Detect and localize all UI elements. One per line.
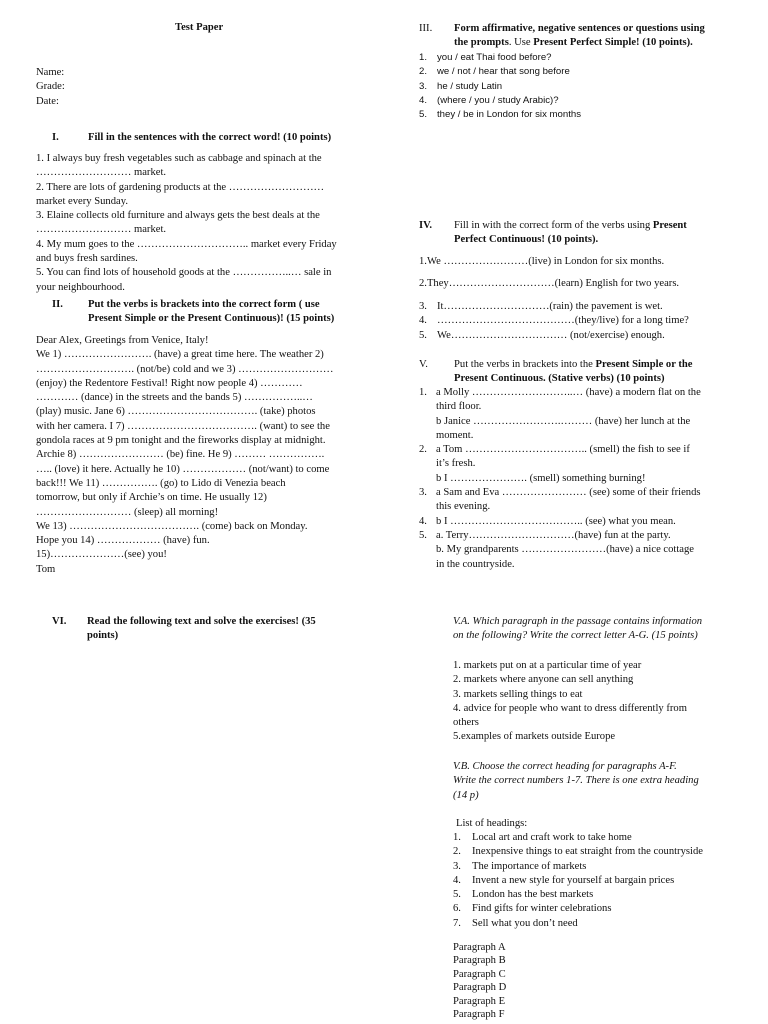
section-title-line: Perfect Continuous! (10 points). [454, 234, 599, 246]
section-title-line: Read the following text and solve the exercises! (35 [87, 616, 316, 627]
item-number: 5. [453, 889, 461, 901]
section-title-line [419, 36, 705, 50]
item-line: a Molly ………………………..… (have) a modern flat on the [436, 387, 701, 398]
section-title-line: Present Simple or the Present Continuous)! (15 points) [88, 313, 335, 325]
item-number: 3. [419, 487, 427, 499]
section-4-line-1: 1.We ……………………(live) in London for six months. [419, 256, 665, 267]
item-line: this evening. [436, 501, 491, 513]
prompt-item [419, 108, 581, 122]
grade-field: Grade: [36, 81, 65, 93]
letter-line: ……………………… (sleep) all morning! [36, 506, 219, 518]
section-title-line [454, 358, 693, 372]
exercise-item [419, 529, 701, 572]
section-title-line: Form affirmative, negative sentences or questions using [454, 23, 705, 34]
item-number: 7. [453, 917, 461, 929]
letter-line: Hope you 14) ……………… (have) fun. [36, 535, 210, 547]
heading-item [453, 860, 703, 874]
item-line: b Janice …………………….……… (have) her lunch at the [436, 415, 691, 427]
item-line: third floor. [436, 401, 482, 413]
item-line: in the countryside. [436, 558, 515, 570]
letter-line: with her camera. I 7) ………………………………. (want) to see the [36, 420, 330, 432]
exercise-item [419, 386, 701, 443]
section-title: Fill in the sentences with the correct word! (10 points) [88, 132, 332, 143]
va-item: 1. markets put on at a particular time of year [453, 660, 642, 671]
item-number: 4. [419, 515, 427, 527]
item-text: The importance of markets [472, 860, 587, 872]
va-item: 3. markets selling things to eat [453, 688, 583, 700]
section-title-line: points) [87, 630, 119, 642]
letter-line: Dear Alex, Greetings from Venice, Italy! [36, 335, 209, 346]
va-item: others [453, 717, 479, 729]
section-number: V. [419, 359, 428, 370]
item-body [436, 443, 690, 486]
item-body [436, 515, 676, 529]
header-fields [36, 66, 65, 109]
section-6-heading [52, 615, 316, 644]
section-4-line-2: 2.They…………………………(learn) English for two years. [419, 278, 680, 289]
prompt-item [419, 94, 581, 108]
prompt-item [419, 65, 581, 79]
vb-title-line: V.B. Choose the correct heading for paragraphs A-F. [453, 761, 677, 772]
paragraph-label: Paragraph D [453, 982, 507, 994]
item-text: It…………………………(rain) the pavement is wet. [437, 301, 663, 312]
title-part: Present Simple or the [595, 359, 693, 370]
sentence-line: market every Sunday. [36, 195, 128, 207]
item-text: Find gifts for winter celebrations [472, 903, 612, 915]
va-item: 5.examples of markets outside Europe [453, 731, 616, 743]
va-title-line: on the following? Write the correct letter A-G. (15 points) [453, 630, 698, 642]
paragraph-label: Paragraph E [453, 995, 506, 1007]
letter-line: ………… (dance) in the streets and the bands 5) ……………..… [36, 392, 313, 404]
title-part: Fill in with the correct form of the verbs using [454, 220, 653, 231]
va-item: 4. advice for people who want to dress differently from [453, 702, 687, 714]
headings-list [453, 831, 703, 931]
section-1-heading [52, 131, 331, 145]
sentence-line: your neighbourhood. [36, 281, 125, 293]
va-title-line: V.A. Which paragraph in the passage contains information [453, 616, 703, 627]
section-5-items [419, 386, 701, 572]
item-text: London has the best markets [472, 889, 594, 901]
vb-heading [453, 760, 699, 803]
sentence-line: ……………………… market. [36, 167, 167, 179]
section-2-letter [36, 334, 333, 577]
letter-line: We 1) ……………………. (have) a great time here. The weather 2) [36, 349, 324, 361]
vb-title-line: (14 p) [453, 789, 479, 801]
section-number: VI. [52, 616, 67, 627]
title-part: the prompts [454, 37, 509, 49]
paragraph-label: Paragraph B [453, 955, 506, 967]
item-text: Inexpensive things to eat straight from the countryside [472, 846, 703, 858]
item-number: 3. [419, 301, 427, 312]
item-body [436, 486, 701, 515]
list-title: List of headings: [456, 818, 528, 829]
section-3-heading [419, 22, 705, 51]
item-number: 4. [453, 874, 461, 886]
item-text: he / study Latin [437, 80, 503, 92]
item-number: 2. [453, 846, 461, 858]
letter-line: Archie 8) …………………… (be) fine. He 9) ……… ……………. [36, 449, 325, 461]
va-item: 2. markets where anyone can sell anything [453, 674, 634, 686]
section-number: II. [52, 299, 63, 310]
item-number: 5. [419, 329, 427, 341]
sentence-line: 5. You can find lots of household goods at the ……………..… sale in [36, 267, 332, 279]
title-part: Present Perfect Simple! (10 points). [533, 37, 693, 49]
date-field: Date: [36, 95, 59, 107]
heading-item [453, 831, 703, 845]
item-text: (where / you / study Arabic)? [437, 94, 559, 106]
item-text: Sell what you don’t need [472, 917, 578, 929]
heading-item [453, 888, 703, 902]
item-number: 4. [419, 315, 427, 327]
sentence-line: 4. My mum goes to the ………………………….. market every Friday [36, 238, 337, 250]
sentence-line: and buys fresh sardines. [36, 253, 138, 265]
letter-line: back!!! We 11) ……………. (go) to Lido di Venezia beach [36, 477, 286, 489]
item-number: 1. [419, 387, 427, 398]
letter-line: (play) music. Jane 6) ………………………………. (take) photos [36, 406, 316, 418]
section-title-line: Put the verbs is brackets into the correct form ( use [88, 299, 320, 310]
item-body [436, 386, 701, 443]
item-line: b I …………………. (smell) something burning! [436, 472, 646, 484]
title-part: Put the verbs in brackets into the [454, 359, 596, 370]
item-number: 4. [419, 94, 428, 106]
exercise-item [419, 486, 701, 515]
item-number: 1. [419, 52, 428, 63]
item-text: We…………………………… (not/exercise) enough. [437, 329, 665, 341]
item-line: b I ……………………………….. (see) what you mean. [436, 515, 676, 527]
item-body [436, 529, 694, 572]
name-field: Name: [36, 67, 65, 78]
letter-line: We 13) ………………………………. (come) back on Monday. [36, 520, 308, 532]
va-heading [453, 615, 702, 644]
letter-line: (enjoy) the Redentore Festival! Right now people 4) ………… [36, 377, 303, 389]
item-number: 2. [419, 66, 428, 78]
page-title: Test Paper [175, 22, 224, 33]
letter-line: tomorrow, but only if Archie’s on time. He usually 12) [36, 492, 267, 504]
item-number: 1. [453, 832, 461, 843]
section-number: I. [52, 132, 59, 143]
section-title-line [454, 219, 687, 233]
exercise-item [419, 314, 689, 328]
va-items [453, 659, 687, 745]
item-line: moment. [436, 429, 474, 441]
letter-line: gondola races at 9 pm tonight and the fireworks display at midnight. [36, 435, 326, 447]
section-number: III. [419, 23, 433, 34]
paragraph-label: Paragraph C [453, 968, 506, 980]
paragraph-label: Paragraph F [453, 1009, 505, 1021]
section-4-items [419, 300, 689, 343]
sentence-line: ……………………… market. [36, 224, 167, 236]
title-part: Present [652, 220, 687, 231]
item-text: …………………………………(they/live) for a long time? [437, 315, 689, 327]
item-text: Invent a new style for yourself at bargain prices [472, 874, 675, 886]
item-line: a. Terry…………………………(have) fun at the party. [436, 529, 671, 541]
item-text: we / not / hear that song before [437, 66, 570, 78]
section-4-heading [419, 219, 687, 248]
paragraph-list [453, 941, 506, 1021]
prompt-item [419, 80, 581, 94]
section-5-heading [419, 358, 693, 387]
section-1-body [36, 152, 337, 295]
sentence-line: 3. Elaine collects old furniture and always gets the best deals at the [36, 210, 320, 222]
exercise-item [419, 329, 689, 343]
sentence-line: 2. There are lots of gardening products at the ……………………… [36, 181, 325, 193]
title-part: . Use [508, 37, 534, 49]
item-number: 2. [419, 444, 427, 456]
item-text: they / be in London for six months [437, 109, 581, 121]
item-number: 5. [419, 529, 427, 541]
heading-item [453, 902, 703, 916]
item-line: b. My grandparents ……………………(have) a nice cottage [436, 544, 695, 556]
section-number: IV. [419, 220, 433, 231]
heading-item [453, 874, 703, 888]
heading-item [453, 845, 703, 859]
letter-line: Tom [36, 563, 56, 575]
item-number: 5. [419, 109, 428, 121]
item-number: 3. [419, 80, 428, 92]
item-text: Local art and craft work to take home [472, 832, 632, 843]
heading-item [453, 917, 703, 931]
section-3-items [419, 51, 581, 122]
item-text: you / eat Thai food before? [437, 52, 552, 63]
sentence-line: 1. I always buy fresh vegetables such as cabbage and spinach at the [36, 153, 322, 164]
letter-line: ………………………. (not/be) cold and we 3) ……………………… [36, 363, 334, 375]
exercise-item [419, 300, 689, 314]
paragraph-label: Paragraph A [453, 942, 506, 953]
letter-line: ….. (love) it here. Actually he 10) ……………… (not/want) to come [36, 463, 330, 475]
exercise-item [419, 443, 701, 486]
exercise-item [419, 515, 701, 529]
prompt-item [419, 51, 581, 65]
vb-title-line: Write the correct numbers 1-7. There is one extra heading [453, 775, 699, 787]
item-line: a Tom …………………………….. (smell) the fish to see if [436, 444, 690, 456]
item-line: it’s fresh. [436, 458, 476, 470]
item-number: 6. [453, 903, 461, 915]
section-2-heading [52, 298, 334, 327]
item-number: 3. [453, 860, 461, 872]
section-title-line: Present Continuous. (Stative verbs) (10 points) [454, 373, 665, 385]
item-line: a Sam and Eva …………………… (see) some of their friends [436, 487, 701, 499]
letter-line: 15)…………………(see) you! [36, 549, 167, 561]
